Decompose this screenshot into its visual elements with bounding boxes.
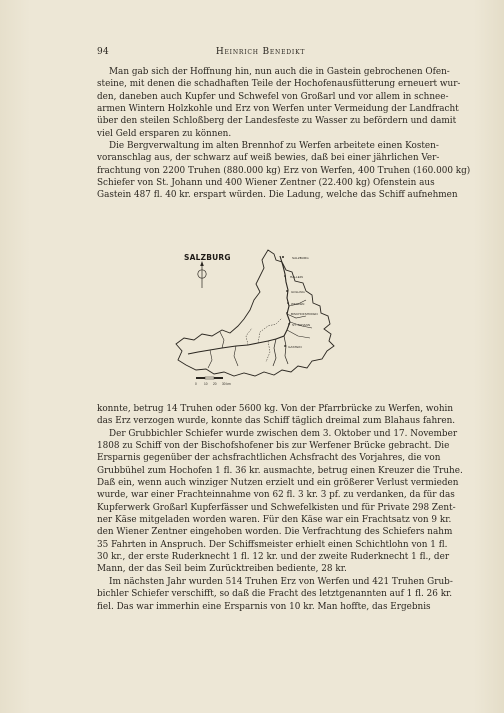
scale-label-10: 10 — [204, 382, 208, 386]
text-line: Kupferwerk Großarl Kupferfässer und Schwefelkisten und für Private 298 Zent- — [97, 502, 456, 513]
text-line: 35 Fahrten in Anspruch. Der Schiffsmeister erhielt einen Schichtlohn von 1 fl. — [97, 539, 448, 550]
text-block-bottom — [97, 403, 463, 613]
text-line: Die Bergverwaltung im alten Brennhof zu Werfen arbeitete einen Kosten- — [109, 141, 439, 152]
text-line: konnte, betrug 14 Truhen oder 5600 kg. Von der Pfarrbrücke zu Werfen, wohin — [97, 404, 454, 414]
text-line: voranschlag aus, der schwarz auf weiß bewies, daß bei einer jährlichen Ver- — [97, 153, 440, 164]
map-north-arrow — [198, 261, 206, 288]
text-line: Im nächsten Jahr wurden 514 Truhen Erz von Werfen und 421 Truhen Grub- — [109, 576, 453, 587]
running-head-author: Heinrich Benedikt — [215, 47, 306, 57]
salzburg-map — [172, 248, 348, 391]
place-label-bischofshofen: BISCHOFSHOFEN — [291, 312, 318, 316]
place-label-hallein: HALLEIN — [290, 275, 303, 279]
scale-label-20: 20 — [213, 382, 217, 386]
text-line: viel Geld ersparen zu können. — [97, 128, 232, 139]
text-line: frachtung von 2200 Truhen (880.000 kg) Erz von Werfen, 400 Truhen (160.000 kg) — [97, 165, 471, 176]
map-scale-bar — [195, 377, 231, 386]
text-line: 30 kr., der erste Ruderknecht 1 fl. 12 kr. und der zweite Ruderknecht 1 fl., der — [97, 552, 450, 563]
map-title: SALZBURG — [184, 253, 231, 262]
place-label-salzburg: SALZBURG — [292, 256, 309, 260]
place-label-golling: GOLLING — [291, 290, 305, 294]
text-line: Der Grubbichler Schiefer wurde zwischen dem 3. Oktober und 17. November — [109, 428, 458, 439]
text-line: Daß ein, wenn auch winziger Nutzen erzielt und ein größerer Verlust vermieden — [97, 478, 459, 489]
text-line: 1808 zu Schiff von der Bischofshofener bis zur Werfener Brücke gebracht. Die — [97, 441, 450, 452]
text-line: Mann, der das Seil beim Zurücktreiben bediente, 28 kr. — [97, 564, 347, 575]
scale-label-0: 0 — [195, 382, 197, 386]
map-tributary-grossarl — [273, 339, 276, 366]
map-salzach-river — [188, 256, 290, 354]
text-line: wurde, war einer Frachteinnahme von 62 fl. 3 kr. 3 pf. zu verdanken, da für das — [97, 490, 455, 501]
text-line: Man gab sich der Hoffnung hin, nun auch die in Gastein gebrochenen Ofen- — [109, 67, 450, 77]
text-line: über den steilen Schloßberg der Landesfeste zu Wasser zu befördern und damit — [97, 116, 457, 127]
text-line: fiel. Das war immerhin eine Ersparnis von 10 kr. Man hoffte, das Ergebnis — [97, 601, 431, 612]
text-line: ner Käse mitgeladen worden waren. Für den Käse war ein Frachtsatz von 9 kr. — [97, 515, 452, 526]
text-line: den Wiener Zentner eingehoben worden. Die Verfrachtung des Schiefers nahm — [97, 527, 453, 538]
text-line: Ersparnis gegenüber der achsfrachtlichen Achsfracht des Vorjahres, die von — [97, 453, 441, 464]
map-tributary-gastein — [284, 336, 288, 364]
text-line: den, daneben auch Kupfer und Schwefel von Großarl und vor allem in schnee- — [97, 91, 449, 102]
text-line: das Erz verzogen wurde, konnte das Schiff täglich dreimal zum Blahaus fahren. — [97, 416, 456, 427]
page-number: 94 — [97, 47, 110, 57]
place-label-werfen: WERFEN — [291, 302, 305, 306]
text-line: steine, mit denen die schadhaften Teile der Hochofenausfütterung erneuert wur- — [97, 79, 461, 90]
scale-label-30: 30 km — [222, 382, 231, 386]
map-inner-district-lines — [246, 318, 282, 362]
place-label-st-johann: ST. JOHANN — [292, 323, 311, 327]
text-line: Grubbühel zum Hochofen 1 fl. 36 kr. ausmachte, betrug einen Kreuzer die Truhe. — [97, 465, 463, 476]
text-line: Gastein 487 fl. 40 kr. erspart würden. Die Ladung, welche das Schiff aufnehmen — [97, 190, 458, 201]
text-block-top — [97, 66, 471, 202]
text-line: armen Wintern Holzkohle und Erz von Werfen unter Vermeidung der Landfracht — [97, 104, 459, 115]
text-line: Schiefer von St. Johann und 400 Wiener Zentner (22.400 kg) Ofenstein aus — [97, 178, 435, 189]
text-line: bichler Schiefer verschifft, so daß die Fracht des letztgenannten auf 1 fl. 26 kr. — [97, 589, 453, 600]
place-label-gastein: GASTEIN — [288, 345, 302, 349]
